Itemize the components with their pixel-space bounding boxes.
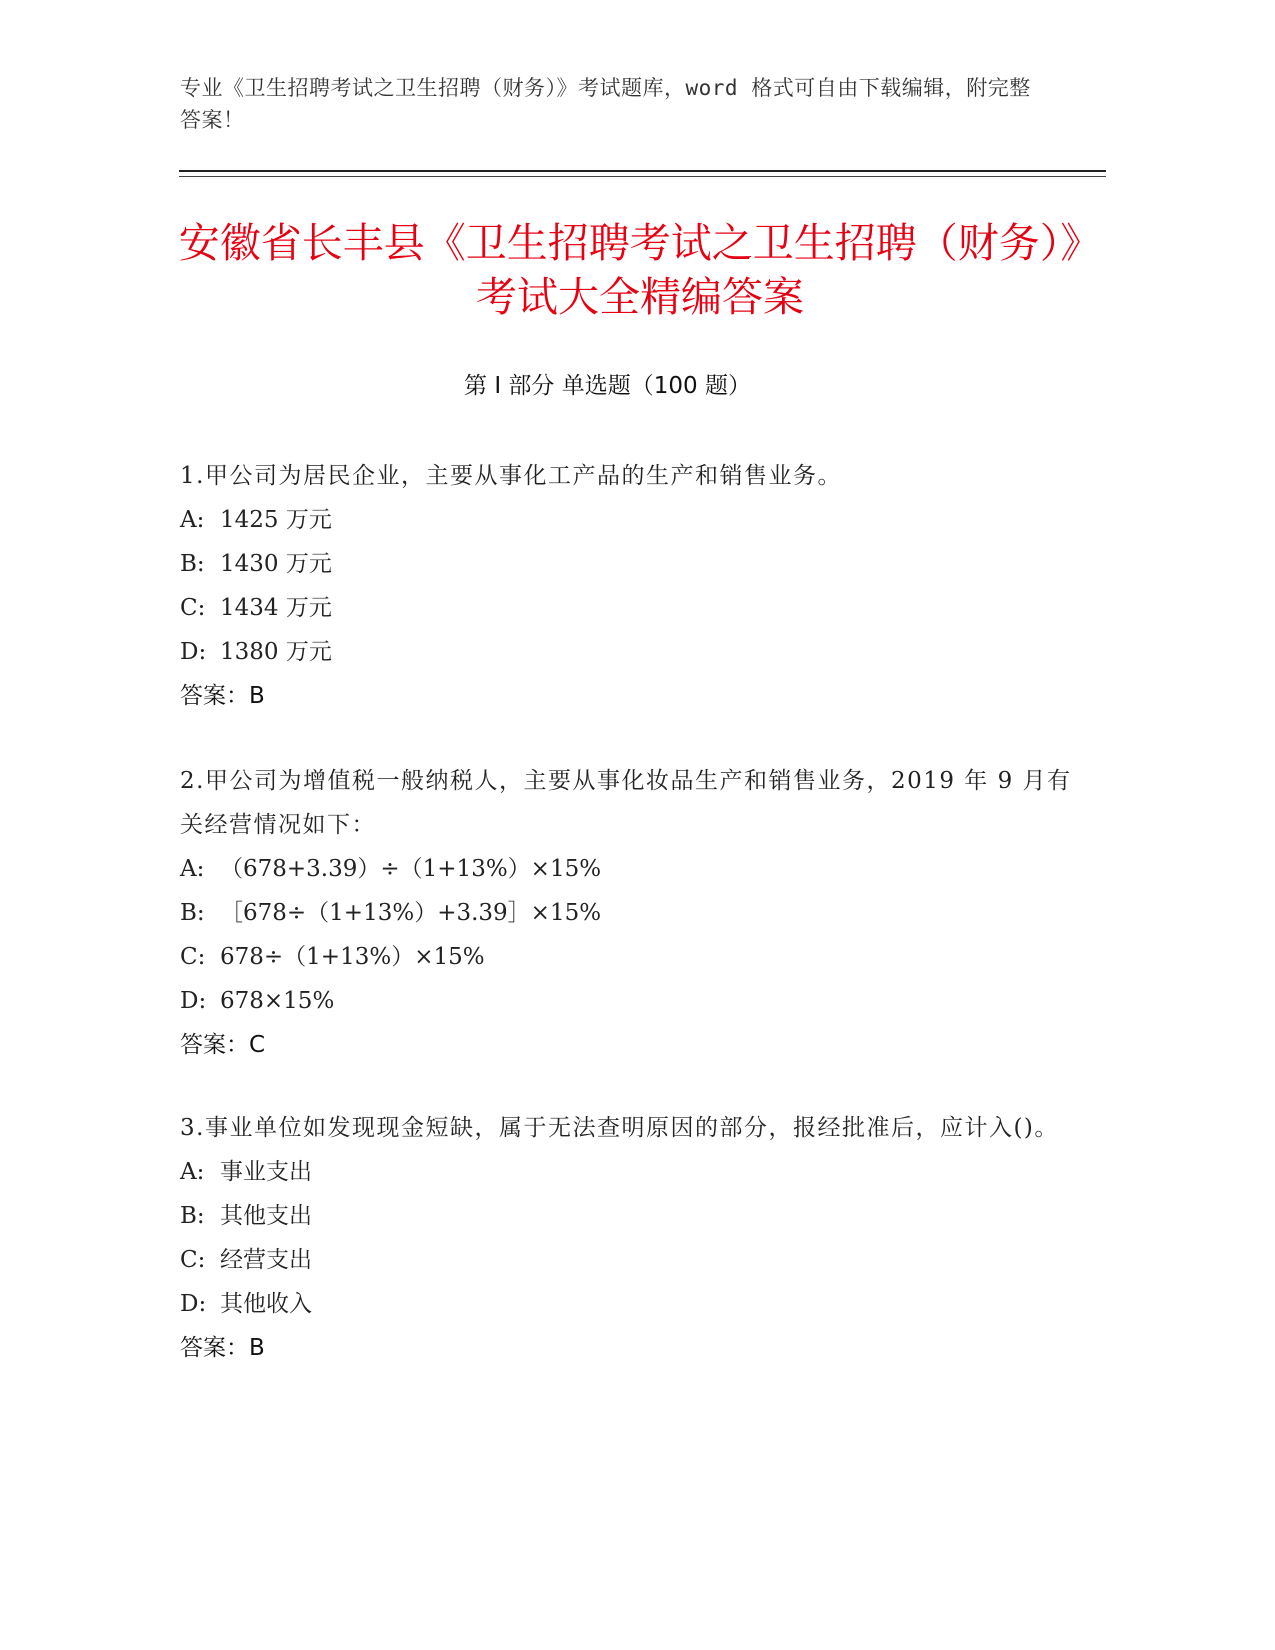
option-b — [180, 542, 1080, 586]
option-letter: B: — [180, 1203, 205, 1229]
option-text: 1434 万元 — [220, 595, 332, 621]
option-d — [180, 630, 1080, 674]
answer: 答案：B — [180, 1335, 265, 1361]
option-a — [180, 498, 1080, 542]
header-note: 专业《卫生招聘考试之卫生招聘（财务）》考试题库，word 格式可自由下载编辑，附完整答案！ — [180, 76, 1031, 132]
option-text: （678+3.39）÷（1+13%）×15% — [220, 856, 602, 882]
option-text: ［678÷（1+13%）+3.39］×15% — [220, 900, 602, 926]
option-letter: C: — [180, 1247, 206, 1273]
option-letter: C: — [180, 595, 206, 621]
option-text: 1425 万元 — [220, 507, 332, 533]
header-divider-thick — [179, 170, 1106, 172]
option-letter: C: — [180, 944, 206, 970]
header-divider-thin — [179, 176, 1106, 177]
answer: 答案：C — [180, 1032, 266, 1058]
option-letter: D: — [180, 1291, 207, 1317]
option-letter: D: — [180, 639, 207, 665]
question-2 — [180, 759, 1080, 1067]
option-a — [180, 1150, 1080, 1194]
option-letter: B: — [180, 900, 205, 926]
option-b — [180, 1194, 1080, 1238]
option-text: 678÷（1+13%）×15% — [220, 944, 485, 970]
option-letter: A: — [180, 1159, 205, 1185]
question-stem: 1.甲公司为居民企业，主要从事化工产品的生产和销售业务。 — [180, 463, 842, 489]
question-3 — [180, 1106, 1080, 1370]
option-text: 1380 万元 — [220, 639, 332, 665]
option-a — [180, 847, 1080, 891]
option-c — [180, 1238, 1080, 1282]
option-c — [180, 935, 1080, 979]
option-d — [180, 1282, 1080, 1326]
answer: 答案：B — [180, 683, 265, 709]
option-c — [180, 586, 1080, 630]
question-1 — [180, 454, 1080, 718]
question-stem: 2.甲公司为增值税一般纳税人，主要从事化妆品生产和销售业务，2019 年 9 月有关经营情况如下： — [180, 768, 1072, 838]
section-heading: 第 I 部分 单选题（100 题） — [464, 373, 751, 399]
option-text: 其他支出 — [220, 1203, 312, 1229]
option-text: 1430 万元 — [220, 551, 332, 577]
document-title: 安徽省长丰县《卫生招聘考试之卫生招聘（财务）》考试大全精编答案 — [178, 219, 1102, 321]
option-text: 其他收入 — [220, 1291, 312, 1317]
option-b — [180, 891, 1080, 935]
option-text: 678×15% — [220, 988, 335, 1014]
option-d — [180, 979, 1080, 1023]
option-text: 经营支出 — [220, 1247, 312, 1273]
option-text: 事业支出 — [220, 1159, 312, 1185]
question-stem: 3.事业单位如发现现金短缺，属于无法查明原因的部分，报经批准后，应计入()。 — [180, 1115, 1059, 1141]
option-letter: D: — [180, 988, 207, 1014]
option-letter: A: — [180, 507, 205, 533]
option-letter: B: — [180, 551, 205, 577]
option-letter: A: — [180, 856, 205, 882]
